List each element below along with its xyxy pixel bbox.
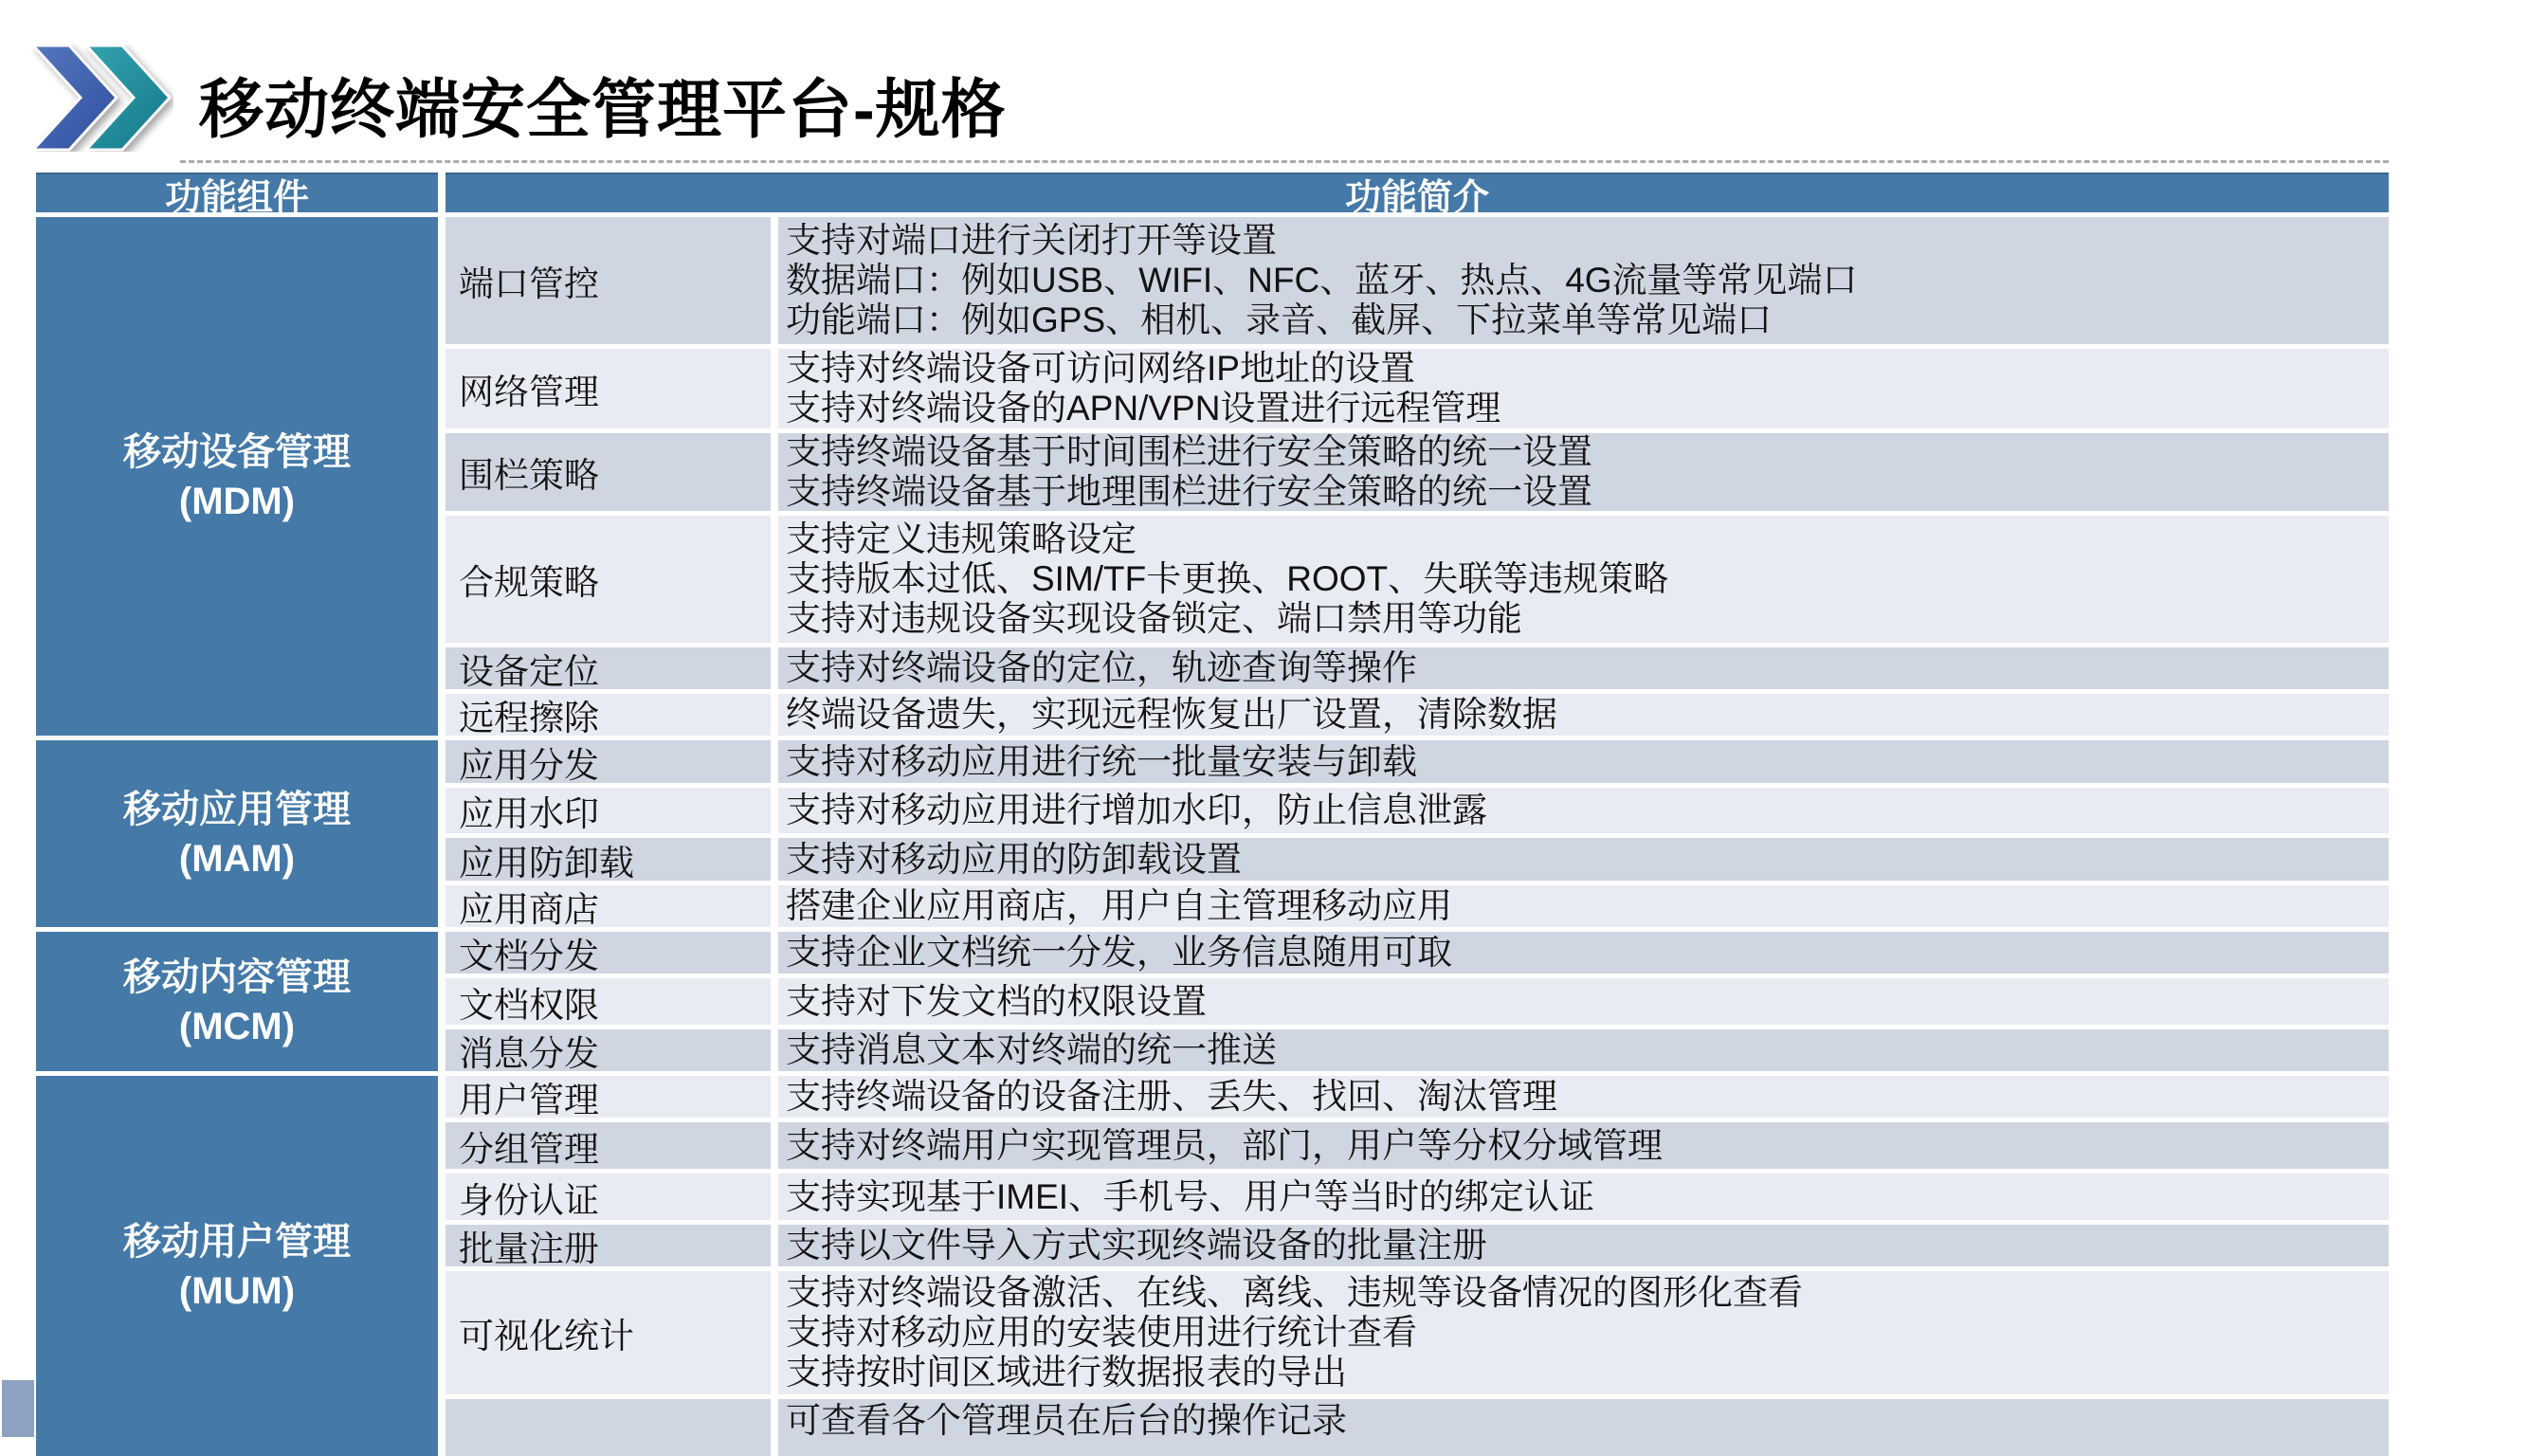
feature-cell: 身份认证	[446, 1174, 771, 1220]
description-cell	[778, 740, 2389, 783]
group-abbr: (MAM)	[178, 837, 296, 880]
description-line: 支持对移动应用的安装使用进行统计查看	[786, 1313, 1417, 1352]
description-cell	[778, 1225, 2389, 1266]
description-cell	[778, 647, 2389, 689]
description-line: 可查看各个管理员在后台的操作记录	[786, 1401, 1347, 1440]
description-cell	[778, 1076, 2389, 1118]
group-name: 移动内容管理	[123, 956, 351, 998]
group-cell-mcm	[36, 932, 438, 1071]
description-cell	[778, 694, 2389, 736]
description-line: 支持对移动应用进行增加水印，防止信息泄露	[786, 791, 1487, 829]
feature-cell: 合规策略	[446, 516, 771, 643]
description-line: 支持终端设备的设备注册、丢失、找回、淘汰管理	[786, 1077, 1557, 1116]
description-line: 支持对终端设备的定位，轨迹查询等操作	[786, 648, 1417, 687]
description-line: 支持对终端用户实现管理员，部门，用户等分权分域管理	[786, 1125, 1663, 1165]
feature-cell: 应用防卸载	[446, 838, 771, 881]
feature-cell: 应用水印	[446, 788, 771, 833]
group-cell-mdm	[36, 217, 438, 736]
description-line: 支持实现基于IMEI、手机号、用户等当时的绑定认证	[786, 1176, 1595, 1216]
description-line: 支持终端设备基于地理围栏进行安全策略的统一设置	[786, 472, 1592, 511]
description-line: 支持对移动应用的防卸载设置	[786, 839, 1242, 879]
description-cell	[778, 217, 2389, 344]
header-cell-description: 功能简介	[446, 173, 2389, 212]
description-line: 支持对下发文档的权限设置	[786, 981, 1207, 1021]
feature-cell: 消息分发	[446, 1029, 771, 1071]
feature-cell: 远程擦除	[446, 694, 771, 736]
description-line: 支持消息文本对终端的统一推送	[786, 1030, 1277, 1069]
description-line: 支持以文件导入方式实现终端设备的批量注册	[786, 1226, 1487, 1265]
description-line: 支持按时间区域进行数据报表的导出	[786, 1353, 1347, 1392]
description-cell	[778, 1174, 2389, 1220]
description-line: 搭建企业应用商店，用户自主管理移动应用	[786, 886, 1452, 925]
feature-cell: 用户管理	[446, 1076, 771, 1118]
corner-decoration	[2, 1380, 34, 1437]
description-cell	[778, 978, 2389, 1025]
feature-cell: 可视化统计	[446, 1271, 771, 1394]
description-line: 支持企业文档统一分发，业务信息随用可取	[786, 933, 1452, 972]
feature-cell	[446, 1399, 771, 1456]
feature-cell: 应用分发	[446, 740, 771, 783]
group-cell-mam	[36, 740, 438, 927]
dashed-divider	[180, 160, 2389, 163]
description-line: 支持对移动应用进行统一批量安装与卸载	[786, 741, 1417, 781]
description-line: 支持对违规设备实现设备锁定、端口禁用等功能	[786, 599, 1522, 638]
header-cell-component: 功能组件	[36, 173, 438, 212]
description-cell	[778, 838, 2389, 881]
group-name: 移动设备管理	[123, 430, 351, 473]
description-line: 支持终端设备基于时间围栏进行安全策略的统一设置	[786, 433, 1592, 471]
description-cell	[778, 885, 2389, 927]
group-abbr: (MUM)	[178, 1269, 296, 1312]
double-chevron-icon	[31, 44, 173, 152]
feature-cell: 端口管控	[446, 217, 771, 344]
description-cell	[778, 1271, 2389, 1394]
description-line: 支持对终端设备激活、在线、离线、违规等设备情况的图形化查看	[786, 1273, 1803, 1312]
group-name: 移动用户管理	[123, 1220, 351, 1263]
feature-cell: 分组管理	[446, 1122, 771, 1169]
feature-cell: 批量注册	[446, 1225, 771, 1266]
description-line: 支持版本过低、SIM/TF卡更换、ROOT、失联等违规策略	[786, 559, 1669, 598]
feature-cell: 文档权限	[446, 978, 771, 1025]
description-line: 支持对终端设备可访问网络IP地址的设置	[786, 349, 1415, 388]
description-cell	[778, 516, 2389, 643]
feature-cell: 网络管理	[446, 349, 771, 428]
description-cell	[778, 1399, 2389, 1456]
description-cell	[778, 433, 2389, 511]
description-line: 终端设备遗失，实现远程恢复出厂设置，清除数据	[786, 695, 1557, 734]
feature-cell: 设备定位	[446, 647, 771, 689]
feature-cell: 文档分发	[446, 932, 771, 974]
description-line: 支持定义违规策略设定	[786, 519, 1137, 558]
group-cell-mum	[36, 1076, 438, 1456]
description-line: 功能端口：例如GPS、相机、录音、截屏、下拉菜单等常见端口	[786, 300, 1773, 339]
description-line: 支持对端口进行关闭打开等设置	[786, 221, 1277, 260]
description-cell	[778, 932, 2389, 974]
group-name: 移动应用管理	[123, 788, 351, 830]
group-abbr: (MCM)	[178, 1005, 296, 1047]
description-cell	[778, 349, 2389, 428]
group-abbr: (MDM)	[178, 480, 296, 522]
description-cell	[778, 1029, 2389, 1071]
description-cell	[778, 788, 2389, 833]
description-cell	[778, 1122, 2389, 1169]
description-line: 支持对终端设备的APN/VPN设置进行远程管理	[786, 389, 1501, 428]
description-line: 数据端口：例如USB、WIFI、NFC、蓝牙、热点、4G流量等常见端口	[786, 261, 1858, 300]
feature-cell: 应用商店	[446, 885, 771, 927]
spec-table	[36, 173, 2389, 1456]
page-title: 移动终端安全管理平台-规格	[199, 74, 1007, 146]
feature-cell: 围栏策略	[446, 433, 771, 511]
